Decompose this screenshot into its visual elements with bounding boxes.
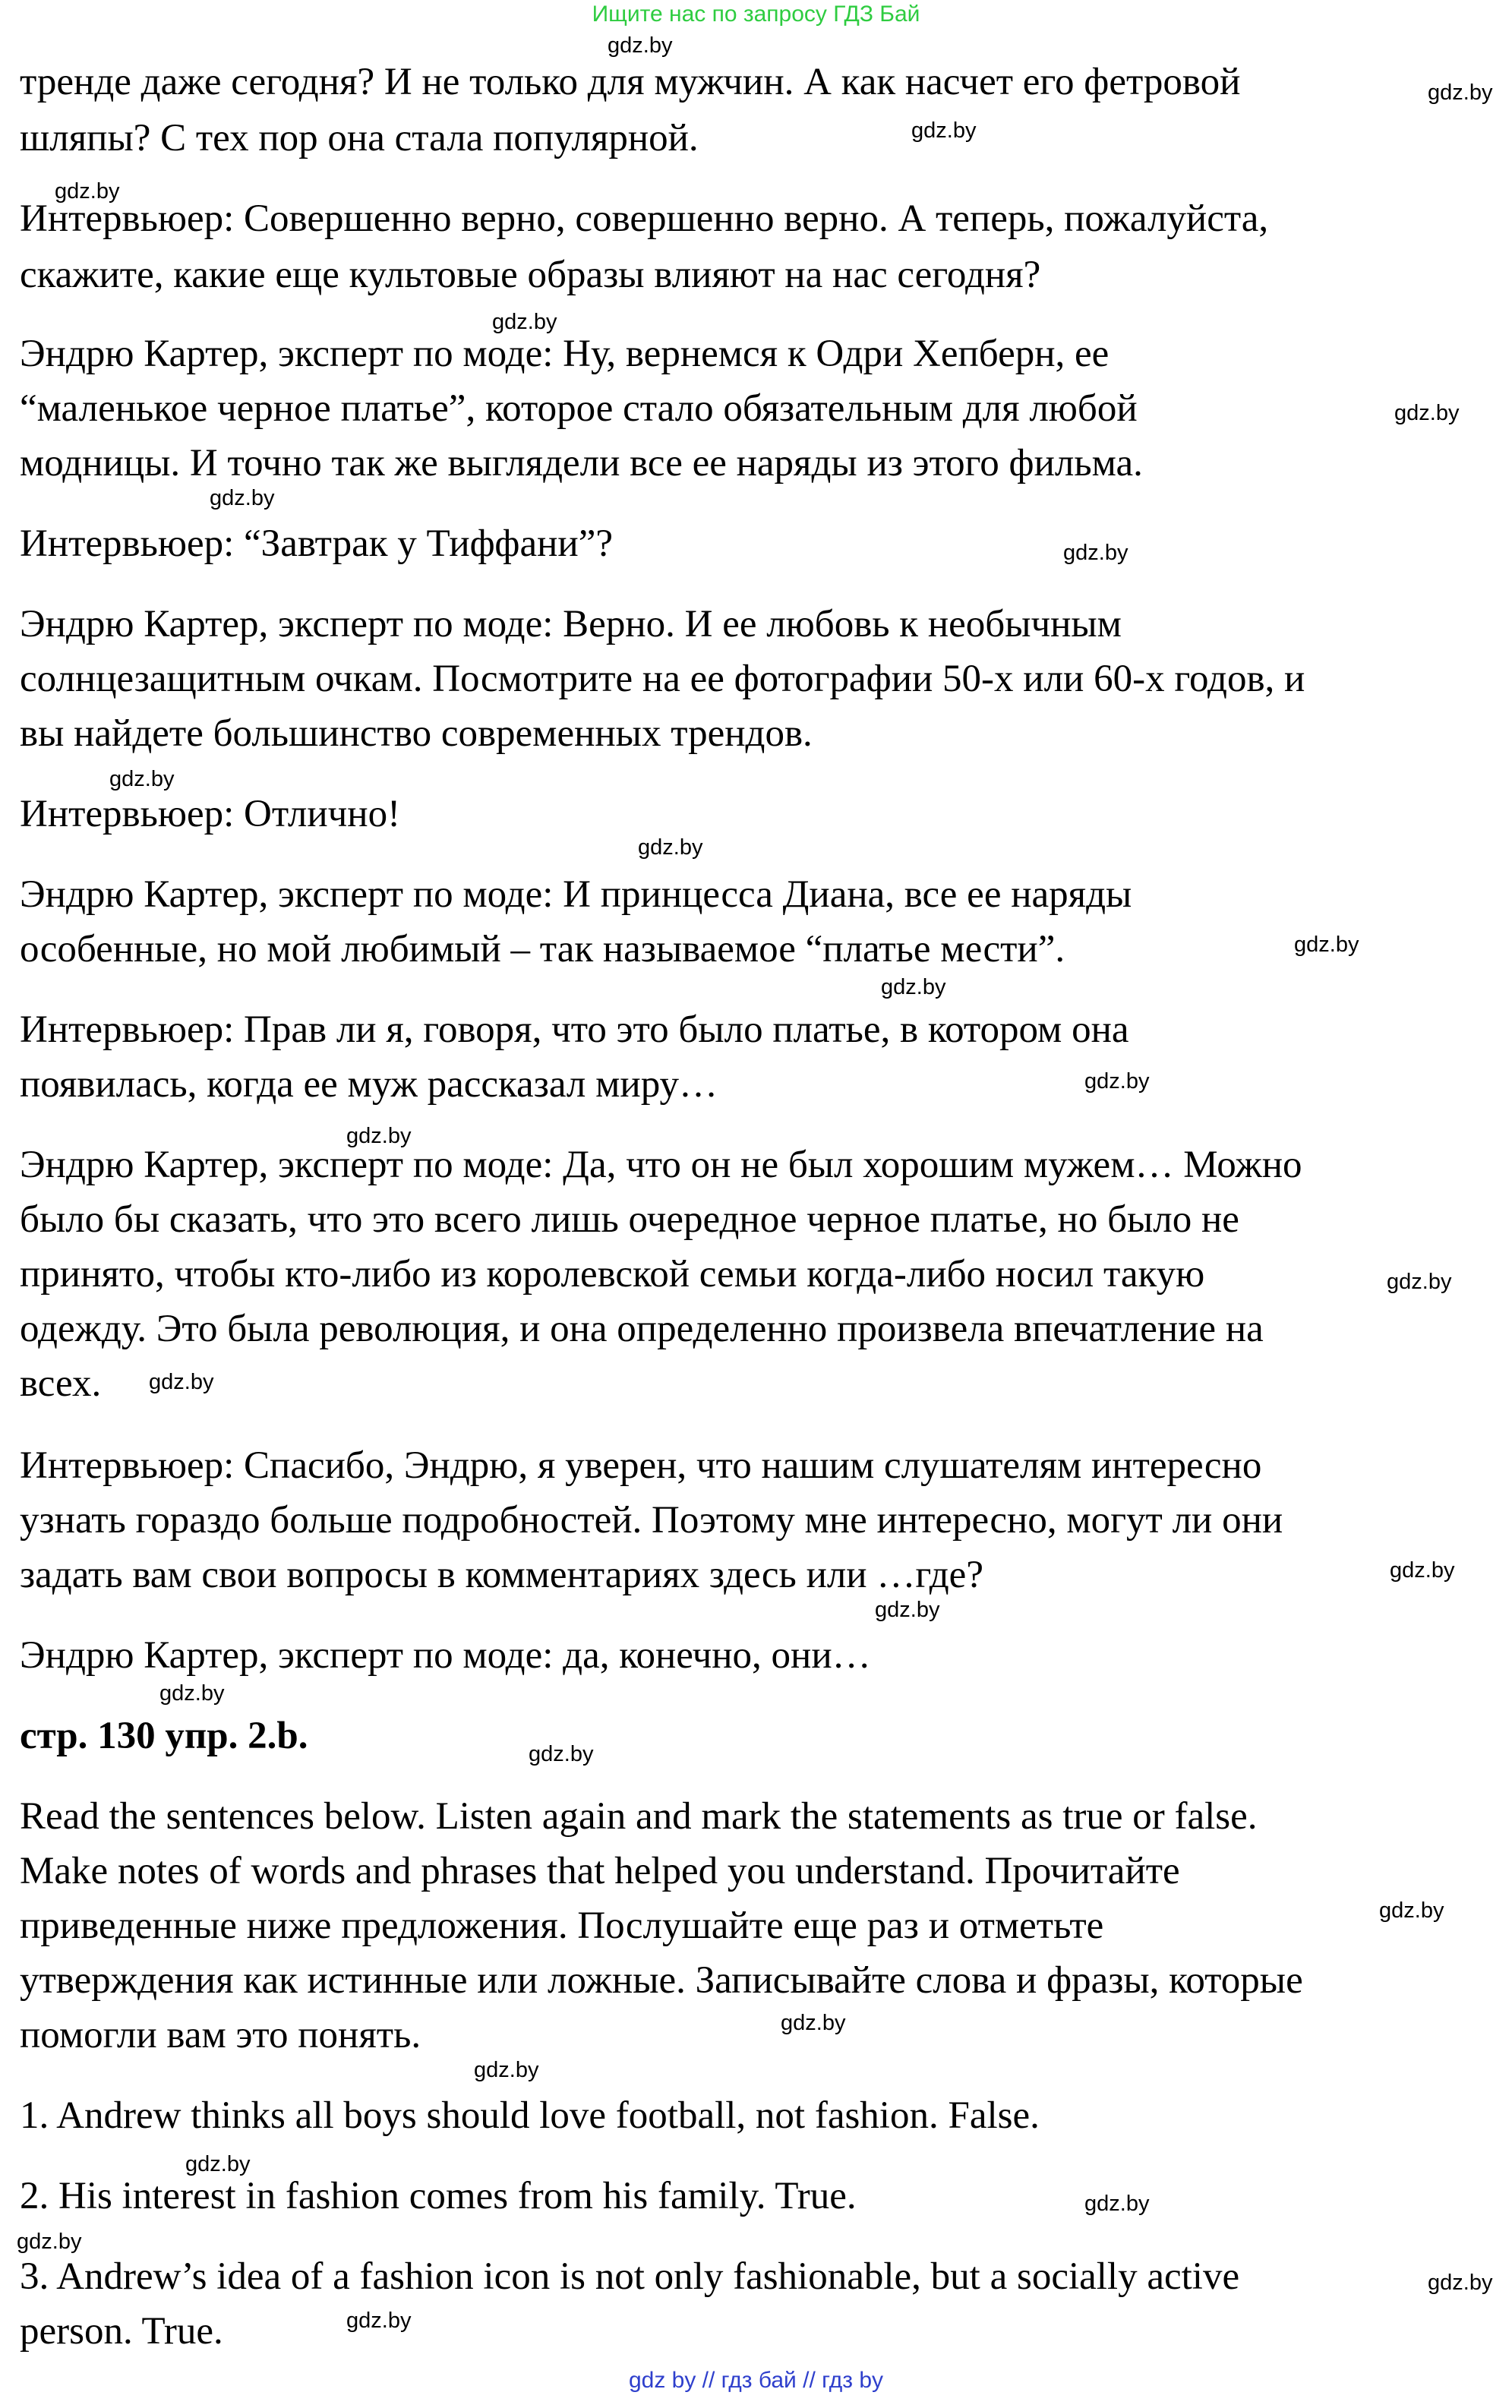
watermark: gdz.by [185,2152,251,2176]
watermark: gdz.by [875,1598,940,1622]
footer-links[interactable]: gdz by // гдз бай // гдз by [628,2368,884,2393]
watermark: gdz.by [210,486,275,510]
watermark: gdz.by [109,767,175,791]
text-line: Интервьюер: Отлично! [20,793,401,835]
watermark: gdz.by [781,2011,846,2035]
text-line: особенные, но мой любимый – так называемое “платье мести”. [20,928,1065,970]
text-line: Интервьюер: Совершенно верно, совершенно верно. А теперь, пожалуйста, [20,197,1269,240]
header-search-hint[interactable]: Ищите нас по запросу ГДЗ Бай [592,2,920,27]
watermark: gdz.by [346,2309,412,2333]
text-line: Интервьюер: Прав ли я, говоря, что это было платье, в котором она [20,1008,1129,1051]
watermark: gdz.by [1379,1898,1444,1923]
watermark: gdz.by [17,2230,82,2254]
watermark: gdz.by [149,1370,214,1394]
watermark: gdz.by [55,179,120,204]
text-line: тренде даже сегодня? И не только для мужчин. А как насчет его фетровой [20,61,1241,103]
text-line: Эндрю Картер, эксперт по моде: Ну, вернемся к Одри Хепберн, ее [20,333,1110,375]
text-line: вы найдете большинство современных трендов. [20,712,813,755]
text-line: Read the sentences below. Listen again and mark the statements as true or false. [20,1795,1258,1838]
text-line: одежду. Это была революция, и она определенно произвела впечатление на [20,1308,1264,1350]
watermark: gdz.by [1294,933,1359,957]
watermark: gdz.by [492,310,557,334]
text-line: принято, чтобы кто-либо из королевской семьи когда-либо носил такую [20,1253,1205,1296]
text-line: Эндрю Картер, эксперт по моде: Да, что он не был хорошим мужем… Можно [20,1144,1302,1186]
answer-item: 3. Andrew’s idea of a fashion icon is not only fashionable, but a socially active [20,2255,1240,2298]
watermark: gdz.by [881,975,946,999]
text-line: солнцезащитным очкам. Посмотрите на ее фотографии 50-х или 60-х годов, и [20,658,1305,700]
watermark: gdz.by [1063,541,1128,565]
text-line: приведенные ниже предложения. Послушайте еще раз и отметьте [20,1905,1104,1947]
watermark: gdz.by [159,1681,225,1706]
text-line: всех. [20,1362,102,1405]
text-line: Эндрю Картер, эксперт по моде: И принцесса Диана, все ее наряды [20,873,1132,916]
text-line: задать вам свои вопросы в комментариях здесь или …где? [20,1554,983,1596]
answer-item: person. True. [20,2310,223,2353]
watermark: gdz.by [911,118,977,143]
watermark: gdz.by [608,33,673,58]
text-line: узнать гораздо больше подробностей. Поэтому мне интересно, могут ли они [20,1499,1283,1542]
watermark: gdz.by [1390,1558,1455,1583]
watermark: gdz.by [1428,80,1493,105]
watermark: gdz.by [1084,1069,1150,1094]
text-line: помогли вам это понять. [20,2014,421,2056]
watermark: gdz.by [529,1742,594,1766]
watermark: gdz.by [474,2058,539,2082]
text-line: Make notes of words and phrases that helped you understand. Прочитайте [20,1850,1180,1892]
text-line: утверждения как истинные или ложные. Записывайте слова и фразы, которые [20,1959,1303,2002]
exercise-heading: стр. 130 упр. 2.b. [20,1715,308,1757]
text-line: скажите, какие еще культовые образы влияют на нас сегодня? [20,254,1041,296]
text-line: “маленькое черное платье”, которое стало обязательным для любой [20,387,1138,430]
watermark: gdz.by [1387,1270,1452,1294]
text-line: Интервьюер: “Завтрак у Тиффани”? [20,522,613,565]
text-line: модницы. И точно так же выглядели все ее наряды из этого фильма. [20,442,1143,484]
watermark: gdz.by [1428,2271,1493,2295]
watermark: gdz.by [638,835,703,860]
text-line: Эндрю Картер, эксперт по моде: да, конечно, они… [20,1634,871,1677]
text-line: было бы сказать, что это всего лишь очередное черное платье, но было не [20,1198,1239,1241]
text-line: появилась, когда ее муж рассказал миру… [20,1063,718,1106]
answer-item: 1. Andrew thinks all boys should love football, not fashion. False. [20,2094,1040,2137]
text-line: Интервьюер: Спасибо, Эндрю, я уверен, что нашим слушателям интересно [20,1444,1262,1487]
text-line: Эндрю Картер, эксперт по моде: Верно. И ее любовь к необычным [20,603,1122,645]
text-line: шляпы? С тех пор она стала популярной. [20,117,699,159]
watermark: gdz.by [346,1124,412,1148]
watermark: gdz.by [1394,401,1460,425]
answer-item: 2. His interest in fashion comes from his family. True. [20,2175,857,2217]
watermark: gdz.by [1084,2192,1150,2216]
